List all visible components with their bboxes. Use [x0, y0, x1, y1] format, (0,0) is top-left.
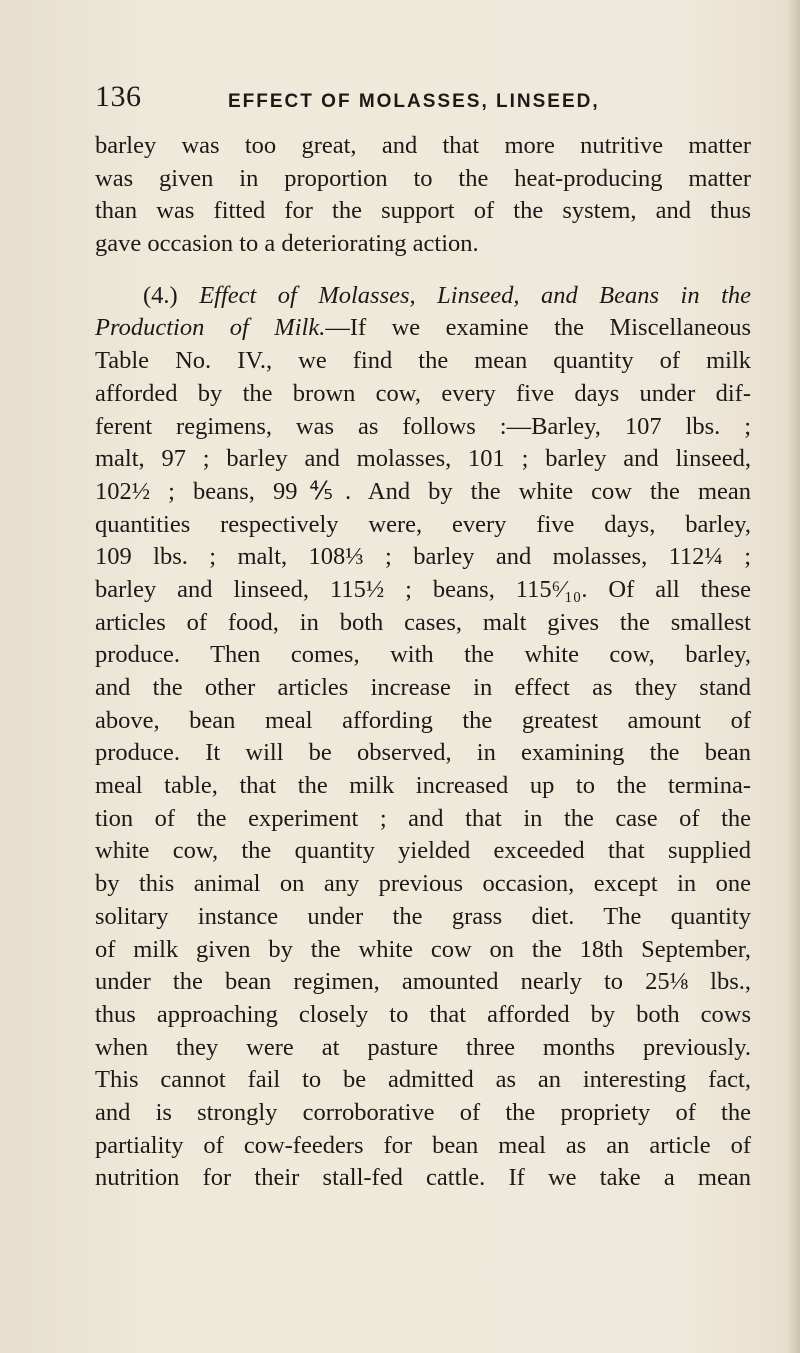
text-line: solitary instance under the grass diet. The quantity [95, 902, 751, 930]
text-line: barley was too great, and that more nutritive matter [95, 132, 751, 159]
text-line: articles of food, in both cases, malt gives the smallest [95, 608, 751, 636]
text-line: 109 lbs. ; malt, 108⅓ ; barley and molasses, 112¼ ; [95, 543, 751, 571]
text-line: above, bean meal affording the greatest amount of [95, 706, 751, 734]
body-text [95, 130, 751, 1195]
section-number: (4.) [143, 281, 178, 309]
text-line: by this animal on any previous occasion, except in one [95, 870, 751, 898]
text-line: partiality of cow-feeders for bean meal as an article of [95, 1131, 751, 1159]
text-line: white cow, the quantity yielded exceeded that supplied [95, 837, 751, 865]
text-line: meal table, that the milk increased up to the termina- [95, 772, 751, 800]
text-line: and the other articles increase in effect as they stand [95, 674, 751, 701]
text-line: and is strongly corroborative of the propriety of the [95, 1098, 751, 1126]
text-line: Table No. IV., we find the mean quantity of milk [95, 347, 751, 375]
text-line: under the bean regimen, amounted nearly to 25⅛ lbs., [95, 968, 751, 996]
text-line: afforded by the brown cow, every five days under dif- [95, 379, 751, 407]
text-line: when they were at pasture three months previously. [95, 1033, 751, 1061]
section-heading-line [95, 280, 751, 313]
running-head [95, 80, 745, 124]
running-title: EFFECT OF MOLASSES, LINSEED, [228, 91, 600, 112]
text-line: quantities respectively were, every five days, barley, [95, 510, 751, 538]
text-line: 102½ ; beans, 99⅘. And by the white cow the mean [95, 477, 751, 505]
text-line: nutrition for their stall-fed cattle. If we take a mean [95, 1164, 751, 1192]
text-line: This cannot fail to be admitted as an interesting fact, [95, 1066, 751, 1094]
text-line: than was fitted for the support of the system, and thus [95, 197, 751, 225]
text-line: barley and linseed, 115½ ; beans, 115⁶⁄₁₀. Of all these [95, 575, 751, 603]
paragraph-gap [95, 261, 751, 280]
text-line: was given in proportion to the heat-producing matter [95, 164, 751, 192]
text-line: gave occasion to a deteriorating action. [95, 230, 479, 258]
text-line: produce. Then comes, with the white cow, barley, [95, 641, 751, 669]
text-line: of milk given by the white cow on the 18th September, [95, 935, 751, 963]
section-heading-continuation: —If we examine the Miscellaneous [325, 314, 751, 342]
text-line: thus approaching closely to that afforded by both cows [95, 1000, 751, 1028]
section-title-part-2: Production of Milk. [95, 314, 326, 342]
page-number: 136 [95, 80, 142, 113]
text-line: malt, 97 ; barley and molasses, 101 ; barley and linseed, [95, 445, 751, 473]
section-title-part-1: Effect of Molasses, Linseed, and Beans in the [199, 281, 751, 309]
text-line: tion of the experiment ; and that in the case of the [95, 804, 751, 832]
section-heading-line [95, 312, 751, 345]
text-line: produce. It will be observed, in examining the bean [95, 739, 751, 767]
text-line: ferent regimens, was as follows :—Barley, 107 lbs. ; [95, 412, 751, 440]
page-edge-shadow [786, 0, 800, 1353]
